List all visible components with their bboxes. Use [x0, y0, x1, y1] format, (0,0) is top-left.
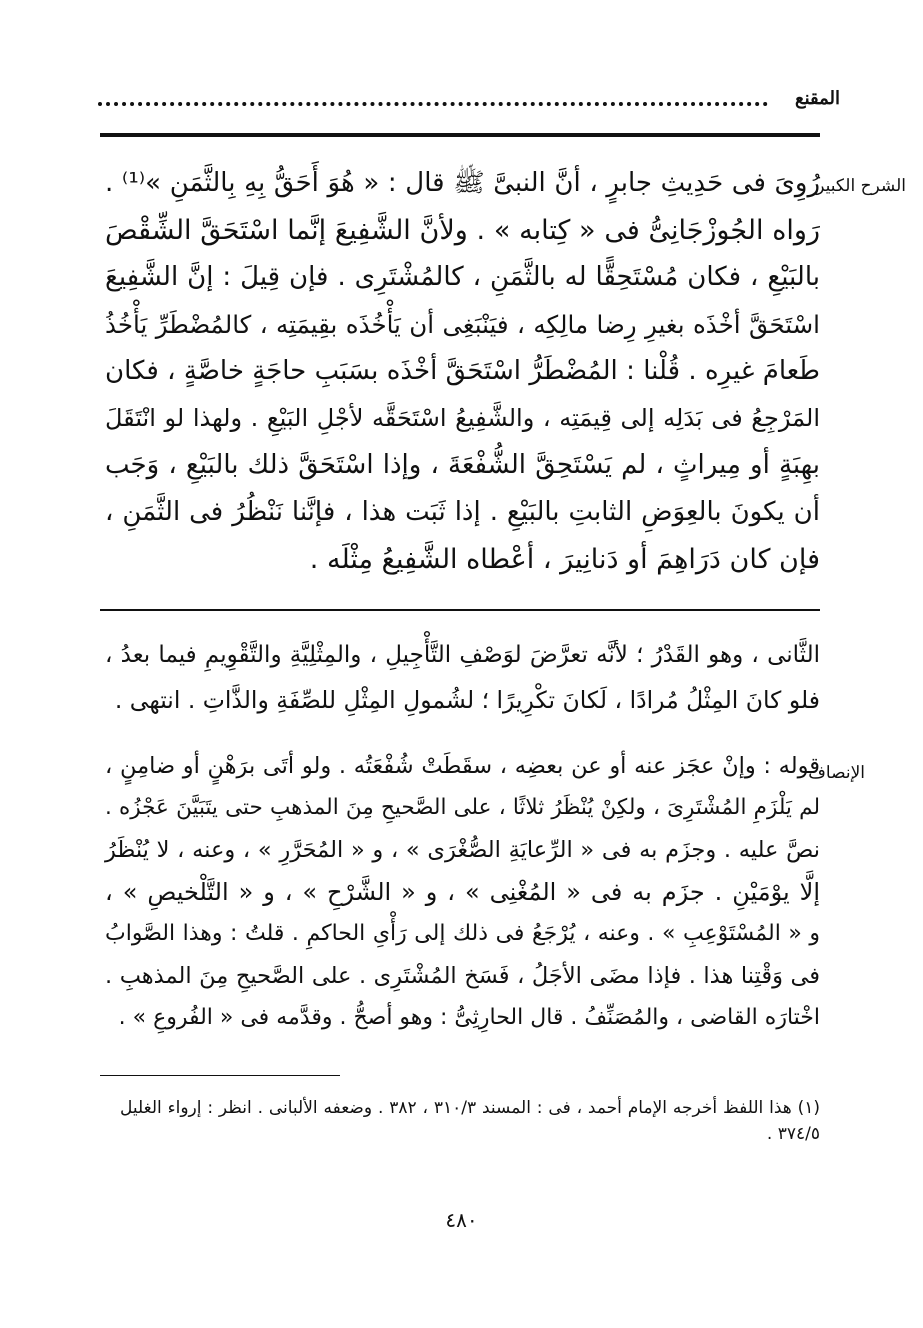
- sharh-kabir-label: الشرح الكبير: [816, 176, 906, 196]
- page-number: ٤٨٠: [445, 1208, 478, 1232]
- text-line: بالبَيْعِ ، فكان مُسْتَحِقًّا له بالثَّمَنِ ، كالمُشْتَرِى . فإن قِيلَ : إنَّ الشَّفِيعَ: [105, 262, 820, 292]
- insaf-text: [105, 745, 820, 1039]
- text-line: و « المُسْتَوْعِبِ » . وعنه ، يُرْجَعُ فى ذلك إلى رَأْىِ الحاكمِ . قلتُ : وهذا الصَّوابُ: [105, 921, 820, 946]
- header-rule: [100, 133, 820, 137]
- text-line: الثَّانى ، وهو القَدْرُ ؛ لأنَّه تعرَّضَ لوَصْفِ التَّأْجِيلِ ، والمِثْلِيَّةِ والتَّقْوِيمِ فيما بعدُ ،: [105, 642, 820, 668]
- text-line: طَعامَ غيرِه . قُلْنا : المُضْطَرُّ اسْتَحَقَّ أخْذَه بسَبَبِ حاجَةٍ خاصَّةٍ ، فكان: [105, 356, 820, 386]
- footnote-line: ٣٧٤/٥ .: [766, 1124, 820, 1144]
- text-line: رَواه الجُوزْجَانِىُّ فى « كِتابه » . ولأنَّ الشَّفِيعَ إنَّما اسْتَحَقَّ الشِّقْصَ: [105, 215, 820, 246]
- footnote-line: (١) هذا اللفظ أخرجه الإمام أحمد ، فى : المسند ٣١٠/٣ ، ٣٨٢ . وضعفه الألبانى . انظر : إرواء الغليل: [120, 1098, 820, 1118]
- dotted-leader: [98, 92, 768, 106]
- text-line: اخْتارَه القاضى ، والمُصَنِّفُ . قال الحارِثِىُّ : وهو أصحُّ . وقدَّمه فى « الفُروعِ » .: [118, 1005, 820, 1030]
- footnote: [120, 1095, 820, 1147]
- text-line: إلَّا يوْمَيْنِ . جزَم به فى « المُغْنِى » ، و « الشَّرْحِ » ، و « التَّلْخيصِ » ،: [105, 878, 820, 906]
- text-line: أن يكونَ بالعِوَضِ الثابتِ بالبَيْعِ . إذا ثَبَت هذا ، فإنَّنا نَنْظُرُ فى الثَّمَنِ ،: [105, 497, 820, 527]
- text-line: لم يَلْزَمِ المُشْتَرِىَ ، ولكِنْ يُنْظَرُ ثلاثًا ، على الصَّحيحِ مِنَ المذهبِ حتى يتَبَيَّنَ عَجْزُه .: [105, 795, 820, 820]
- text-line: بهِبَةٍ أو مِيراثٍ ، لم يَسْتَحِقَّ الشُّفْعَةَ ، وإذا اسْتَحَقَّ ذلك بالبَيْعِ ، وَجَب: [105, 450, 820, 480]
- section-divider: [100, 609, 820, 611]
- text-line: نصَّ عليه . وجزَم به فى « الرِّعايَةِ الصُّغْرَى » ، و « المُحَرَّرِ » ، وعنه ، لا يُنْظَرُ: [105, 837, 820, 863]
- sharh-kabir-text: [105, 160, 820, 583]
- running-head-title: المقنع: [794, 88, 840, 109]
- text-line: قوله : وإنْ عجَز عنه أو عن بعضِه ، سقَطَتْ شُفْعَتُه . ولو أتَى برَهْنٍ أو ضامِنٍ ،: [105, 753, 820, 779]
- insaf-continuation-text: [105, 633, 820, 723]
- text-line: اسْتَحَقَّ أخْذَه بغيرِ رِضا مالِكِه ، فيَنْبَغِى أن يَأْخُذَه بقِيمَتِه ، كالمُضْطَرِّ يَأْخُذُ: [105, 310, 820, 339]
- running-head: [100, 88, 840, 118]
- text-line: فى وَقْتِنا هذا . فإذا مضَى الأجَلُ ، فَسَخ المُشْتَرِى . على الصَّحيحِ مِنَ المذهبِ .: [105, 963, 820, 989]
- insaf-label: الإنصاف: [808, 763, 865, 783]
- footnote-rule: [100, 1075, 340, 1076]
- text-line: فلو كانَ المِثْلُ مُرادًا ، لَكانَ تكْرِيرًا ؛ لشُمولِ المِثْلِ للصِّفَةِ والذَّاتِ . انتهى .: [114, 686, 820, 714]
- text-line: المَرْجِعُ فى بَدَلِه إلى قِيمَتِه ، والشَّفِيعُ اسْتَحَقَّه لأجْلِ البَيْعِ . ولهذا لو انْتَقَلَ: [105, 404, 820, 432]
- text-line: فإن كان دَرَاهِمَ أو دَنانِيرَ ، أعْطاه الشَّفِيعُ مِثْلَه .: [309, 544, 820, 575]
- text-line: رُوِىَ فى حَدِيثِ جابرٍ ، أنَّ النبىَّ ﷺ قال : « هُوَ أَحَقُّ بِهِ بِالثَّمَنِ »⁽¹⁾ .: [105, 168, 821, 198]
